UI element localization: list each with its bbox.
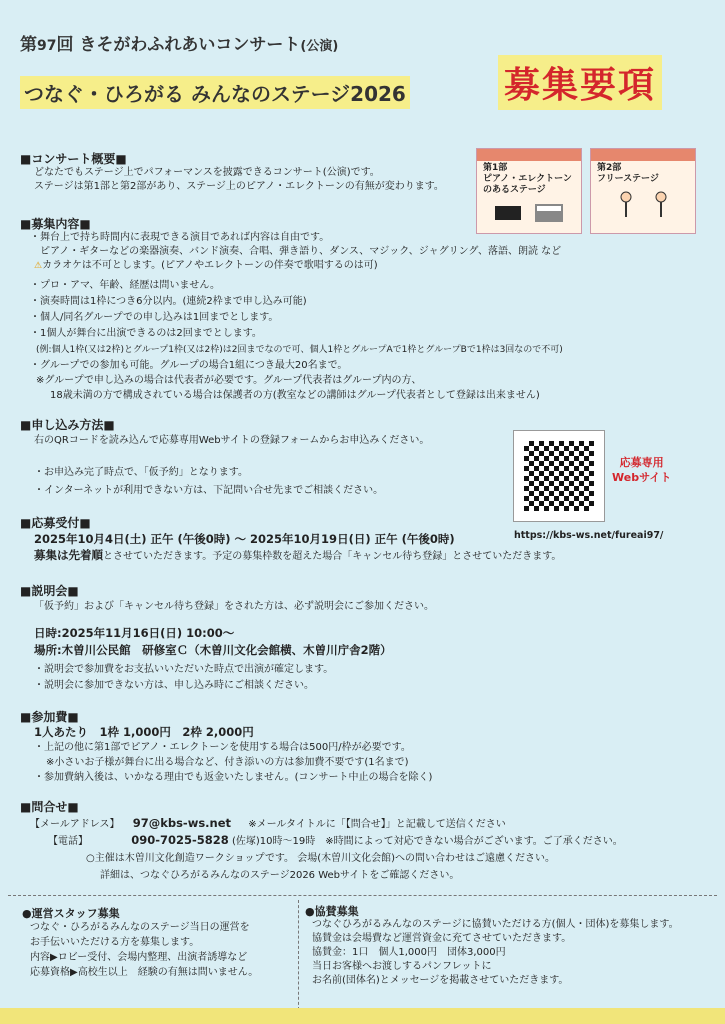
card2-line-1: 第2部 xyxy=(597,163,622,173)
contact-heading: ■問合せ■ xyxy=(20,800,79,814)
content-line-5: ・演奏時間は1枠につき6分以内。(連続2枠まで申し込み可能) xyxy=(30,296,307,307)
qr-code[interactable] xyxy=(513,430,605,522)
dancers-icon xyxy=(591,187,695,227)
briefing-date: 日時:2025年11月16日(日) 10:00〜 xyxy=(34,626,235,640)
period-note-bold: 募集は先着順 xyxy=(34,548,103,562)
overview-heading: ■コンサート概要■ xyxy=(20,152,127,166)
piano-icon xyxy=(477,198,581,228)
staff-line-2: お手伝いいただける方を募集します。 xyxy=(30,937,200,948)
card2-line-2: フリーステージ xyxy=(597,174,659,184)
stage-card-part1 xyxy=(476,148,582,234)
title-note: (公演) xyxy=(300,39,339,54)
content-line-1: ・舞台上で持ち時間内に表現できる演目であれば内容は自由です。 xyxy=(30,232,330,243)
briefing-heading: ■説明会■ xyxy=(20,584,79,598)
content-line-4: ・プロ・アマ、年齢、経歴は問いません。 xyxy=(30,280,220,291)
stage-card-part2 xyxy=(590,148,696,234)
qr-label xyxy=(612,455,671,485)
contact-line-2: 詳細は、つなぐひろがるみんなのステージ2026 Webサイトをご確認ください。 xyxy=(100,870,460,881)
edition-suffix: 回 xyxy=(56,35,74,55)
contact-line-1: ○主催は木曽川文化創造ワークショップです。 会場(木曽川文化会館)への問い合わせはご遠慮ください。 xyxy=(86,853,556,864)
staff-heading: ●運営スタッフ募集 xyxy=(22,907,120,920)
fee-line-2: ※小さいお子様が舞台に出る場合など、付き添いの方は参加費不要です(1名まで) xyxy=(46,757,409,768)
content-heading: ■募集内容■ xyxy=(20,217,91,231)
concert-title xyxy=(20,30,338,55)
staff-line-4: 応募資格▶高校生以上 経験の有無は問いません。 xyxy=(30,967,259,978)
content-line-3-text: カラオケは不可とします。(ピアノやエレクトーンの伴奏で歌唱するのは可) xyxy=(42,260,378,271)
card1-line-1: 第1部 xyxy=(483,163,508,173)
period-heading: ■応募受付■ xyxy=(20,516,91,530)
fee-price: 1人あたり 1枠 1,000円 2枠 2,000円 xyxy=(34,725,254,739)
qr-label-line-1: 応募専用 xyxy=(619,456,664,469)
content-line-2: ピアノ・ギターなどの楽器演奏、バンド演奏、合唱、弾き語り、ダンス、マジック、ジャグリング、落語、朗読 など xyxy=(40,246,562,257)
edition-number: 97 xyxy=(37,38,57,54)
apply-line-2: ・お申込み完了時点で、「仮予約」となります。 xyxy=(34,467,248,478)
mail-label: 【メールアドレス】 xyxy=(30,819,120,830)
sponsor-line-4: 当日お客様へお渡しするパンフレットに xyxy=(312,961,492,972)
recruit-title: 募集要項 xyxy=(498,55,662,110)
warning-icon: ⚠ xyxy=(34,261,43,271)
content-line-8: (例:個人1枠(又は2枠)とグループ1枠(又は2枠)は2回までなので可、個人1枠とグループAで1枠とグループBで1枠は3回なので不可) xyxy=(36,345,563,355)
briefing-intro: 「仮予約」および「キャンセル待ち登録」をされた方は、必ず説明会にご参加ください。 xyxy=(34,601,434,612)
fee-line-1: ・上記の他に第1部でピアノ・エレクトーンを使用する場合は500円/枠が必要です。 xyxy=(34,742,411,753)
briefing-note-1: ・説明会で参加費をお支払いいただいた時点で出演が確定します。 xyxy=(34,664,334,675)
mail-note: ※メールタイトルに「【問合せ】」と記載して送信ください xyxy=(248,819,506,830)
apply-heading: ■申し込み方法■ xyxy=(20,418,115,432)
staff-line-1: つなぐ・ひろがるみんなのステージ当日の運営を xyxy=(30,922,250,933)
column-divider xyxy=(298,900,299,1010)
fee-line-3: ・参加費納入後は、いかなる理由でも返金いたしません。(コンサート中止の場合を除く) xyxy=(34,772,433,783)
card1-label xyxy=(477,161,581,198)
content-line-9: ・グループでの参加も可能。グループの場合1組につき最大20名まで。 xyxy=(30,360,348,371)
briefing-note-2: ・説明会に参加できない方は、申し込み時にご相談ください。 xyxy=(34,680,314,691)
contact-mail-row xyxy=(30,816,506,832)
contact-tel-row xyxy=(48,833,623,849)
edition-prefix: 第 xyxy=(20,35,37,55)
apply-line-3: ・インターネットが利用できない方は、下記問い合せ先までご相談ください。 xyxy=(34,485,384,496)
tel-number[interactable]: 090-7025-5828 xyxy=(131,833,229,847)
mail-address-link[interactable]: 97@kbs-ws.net xyxy=(132,816,232,830)
staff-line-3: 内容▶ロビー受付、会場内整理、出演者誘導など xyxy=(30,952,248,963)
content-line-7: ・1個人が舞台に出演できるのは2回までとします。 xyxy=(30,328,262,339)
overview-line-1: どなたでもステージ上でパフォーマンスを披露できるコンサート(公演)です。 xyxy=(34,167,380,178)
fee-heading: ■参加費■ xyxy=(20,710,79,724)
period-note xyxy=(34,548,561,564)
content-line-10: ※グループで申し込みの場合は代表者が必要です。グループ代表者はグループ内の方、 xyxy=(36,375,422,386)
sponsor-line-2: 協賛金は会場費など運営資金に充てさせていただきます。 xyxy=(312,933,572,944)
subtitle: つなぐ・ひろがる みんなのステージ2026 xyxy=(20,76,410,109)
qr-pattern xyxy=(524,441,594,511)
card1-line-3: のあるステージ xyxy=(483,185,546,195)
tel-label: 【電話】 xyxy=(48,836,88,847)
briefing-place: 場所:木曽川公民館 研修室Ｃ（木曽川文化会館横、木曽川庁舎2階） xyxy=(34,643,392,657)
curtain-decoration-2 xyxy=(591,149,695,161)
period-date: 2025年10月4日(土) 正午 (午後0時) 〜 2025年10月19日(日) 正午 (午後0時) xyxy=(34,532,455,546)
content-line-6: ・個人/同名グループでの申し込みは1回までとします。 xyxy=(30,312,279,323)
content-line-11: 18歳未満の方で構成されている場合は保護者の方(教室などの講師はグループ代表者として登録は出来ません) xyxy=(50,390,540,401)
section-divider xyxy=(8,895,717,896)
tel-note: (佐塚)10時〜19時 ※時間によって対応できない場合がございます。ご了承ください。 xyxy=(231,836,623,847)
period-note-text: とさせていただきます。予定の募集枠数を超えた場合「キャンセル待ち登録」とさせていただきます。 xyxy=(103,551,562,562)
qr-label-line-2: Webサイト xyxy=(612,471,672,484)
overview-line-2: ステージは第1部と第2部があり、ステージ上のピアノ・エレクトーンの有無が変わります。 xyxy=(34,181,444,192)
content-line-3 xyxy=(34,259,378,273)
sponsor-line-1: つなぐひろがるみんなのステージに協賛いただける方(個人・団体)を募集します。 xyxy=(312,919,679,930)
sponsor-heading: ●協賛募集 xyxy=(305,905,359,918)
title-text: きそがわふれあいコンサート xyxy=(79,35,301,55)
sponsor-line-5: お名前(団体名)とメッセージを掲載させていただきます。 xyxy=(312,975,569,986)
card2-label xyxy=(591,161,695,187)
sponsor-line-3: 協賛金：1口 個人1,000円 団体3,000円 xyxy=(312,947,506,958)
apply-line-1: 右のQRコードを読み込んで応募専用Webサイトの登録フォームからお申込みください。 xyxy=(34,435,430,446)
bottom-band xyxy=(0,1008,725,1024)
curtain-decoration xyxy=(477,149,581,161)
card1-line-2: ピアノ・エレクトーン xyxy=(483,174,572,184)
apply-url-link[interactable]: https://kbs-ws.net/fureai97/ xyxy=(514,530,664,541)
